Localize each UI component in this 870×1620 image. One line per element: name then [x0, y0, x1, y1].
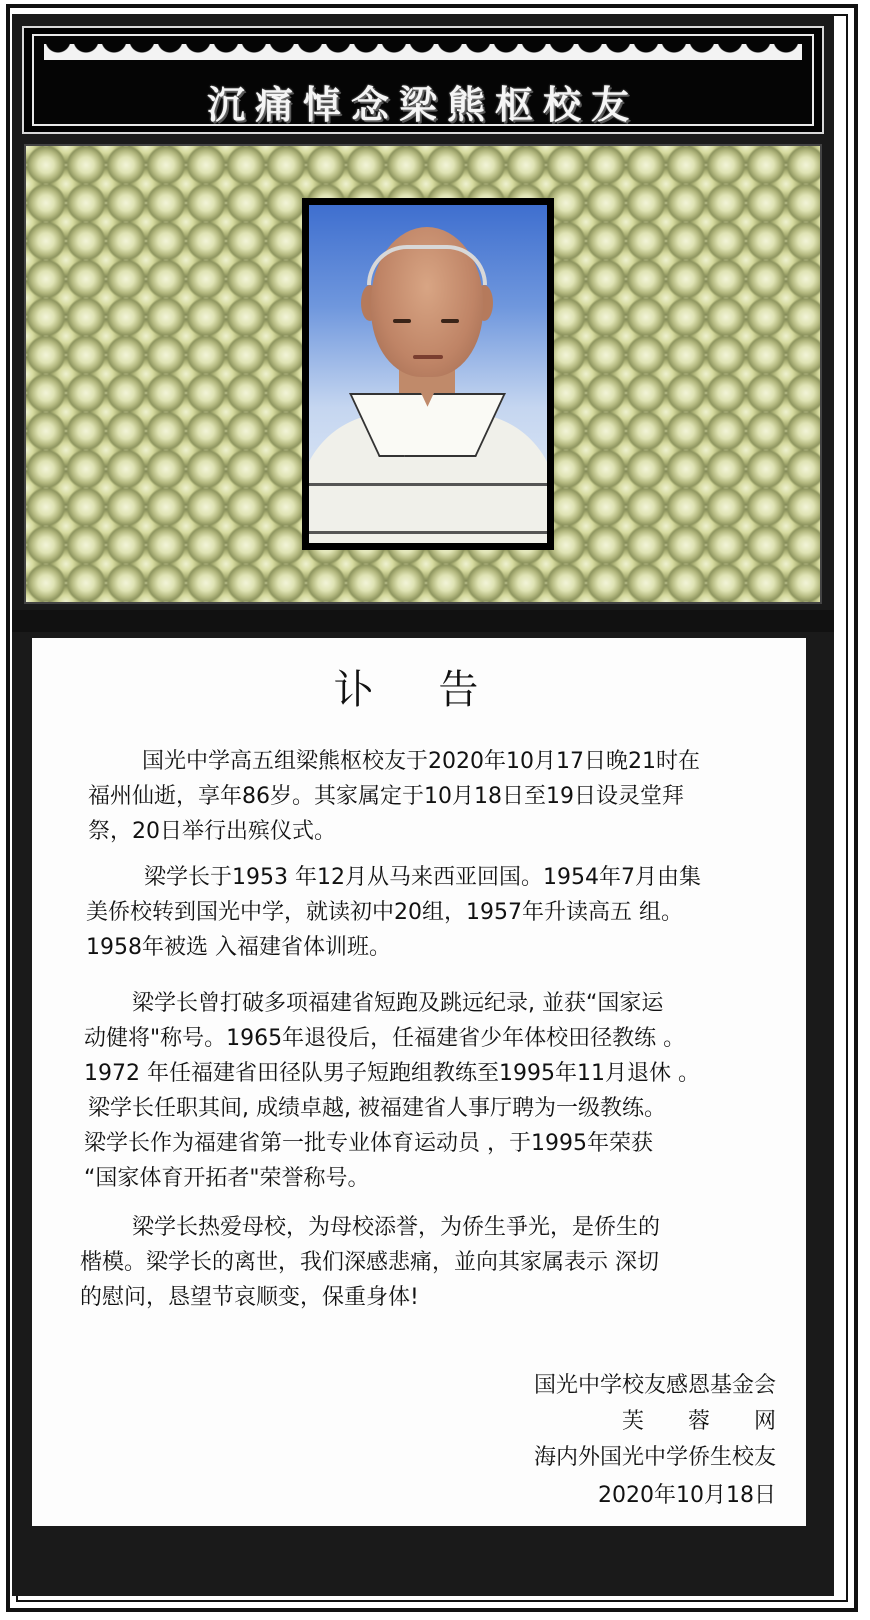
signature-foundation: 国光中学校友感恩基金会 — [533, 1373, 776, 1398]
scallop-trim — [44, 44, 802, 60]
paragraph-line: 梁学长热爱母校，为母校添誉，为侨生爭光，是侨生的 — [132, 1215, 661, 1240]
paragraph-line: 祭，20日举行出殡仪式。 — [88, 819, 336, 844]
portrait-frame — [302, 198, 554, 550]
paragraph-line: 梁学长作为福建省第一批专业体育运动员 ，于1995年荣获 — [84, 1131, 653, 1156]
paragraph-line: 福州仙逝，享年86岁。其家属定于10月18日至19日设灵堂拜 — [88, 784, 684, 809]
paragraph-line: 梁学长曾打破多项福建省短跑及跳远纪录, 並获“国家运 — [132, 991, 664, 1016]
paragraph-line: “国家体育开拓者"荣誉称号。 — [84, 1166, 370, 1191]
title-banner — [22, 26, 824, 134]
portrait-photo — [309, 205, 547, 543]
paragraph-1 — [88, 744, 700, 849]
paragraph-line: 动健将"称号。1965年退役后，任福建省少年体校田径教练 。 — [84, 1026, 686, 1051]
paragraph-line: 国光中学高五组梁熊枢校友于2020年10月17日晚21时在 — [142, 749, 700, 774]
paragraph-line: 的慰问，恳望节哀顺变，保重身体! — [80, 1285, 419, 1310]
paragraph-line: 梁学长任职其间, 成绩卓越, 被福建省人事厅聘为一级教练。 — [88, 1096, 666, 1121]
paragraph-line: 1958年被选 入福建省体训班。 — [86, 935, 391, 960]
banner-title: 沉痛悼念梁熊枢校友 — [206, 83, 639, 127]
portrait-mouth — [413, 355, 443, 359]
section-separator — [12, 610, 834, 632]
title-banner-inner — [32, 34, 814, 126]
paragraph-line: 美侨校转到国光中学，就读初中20组，1957年升读高五 组。 — [86, 900, 683, 925]
signature-website: 芙 蓉 网 — [621, 1409, 776, 1434]
notice-heading: 讣 告 — [333, 667, 505, 713]
signature-alumni: 海内外国光中学侨生校友 — [533, 1445, 776, 1470]
signature-date: 2020年10月18日 — [598, 1483, 776, 1508]
paragraph-line: 1972 年任福建省田径队男子短跑组教练至1995年11月退休 。 — [84, 1061, 700, 1086]
paragraph-line: 梁学长于1953 年12月从马来西亚回国。1954年7月由集 — [144, 865, 701, 890]
obituary-notice — [32, 638, 806, 1526]
paragraph-line: 楷模。梁学长的离世，我们深感悲痛，並向其家属表示 深切 — [80, 1250, 659, 1275]
paragraph-3 — [84, 986, 700, 1196]
paragraph-4 — [80, 1210, 660, 1315]
portrait-hair — [367, 245, 487, 285]
paragraph-2 — [86, 860, 701, 965]
